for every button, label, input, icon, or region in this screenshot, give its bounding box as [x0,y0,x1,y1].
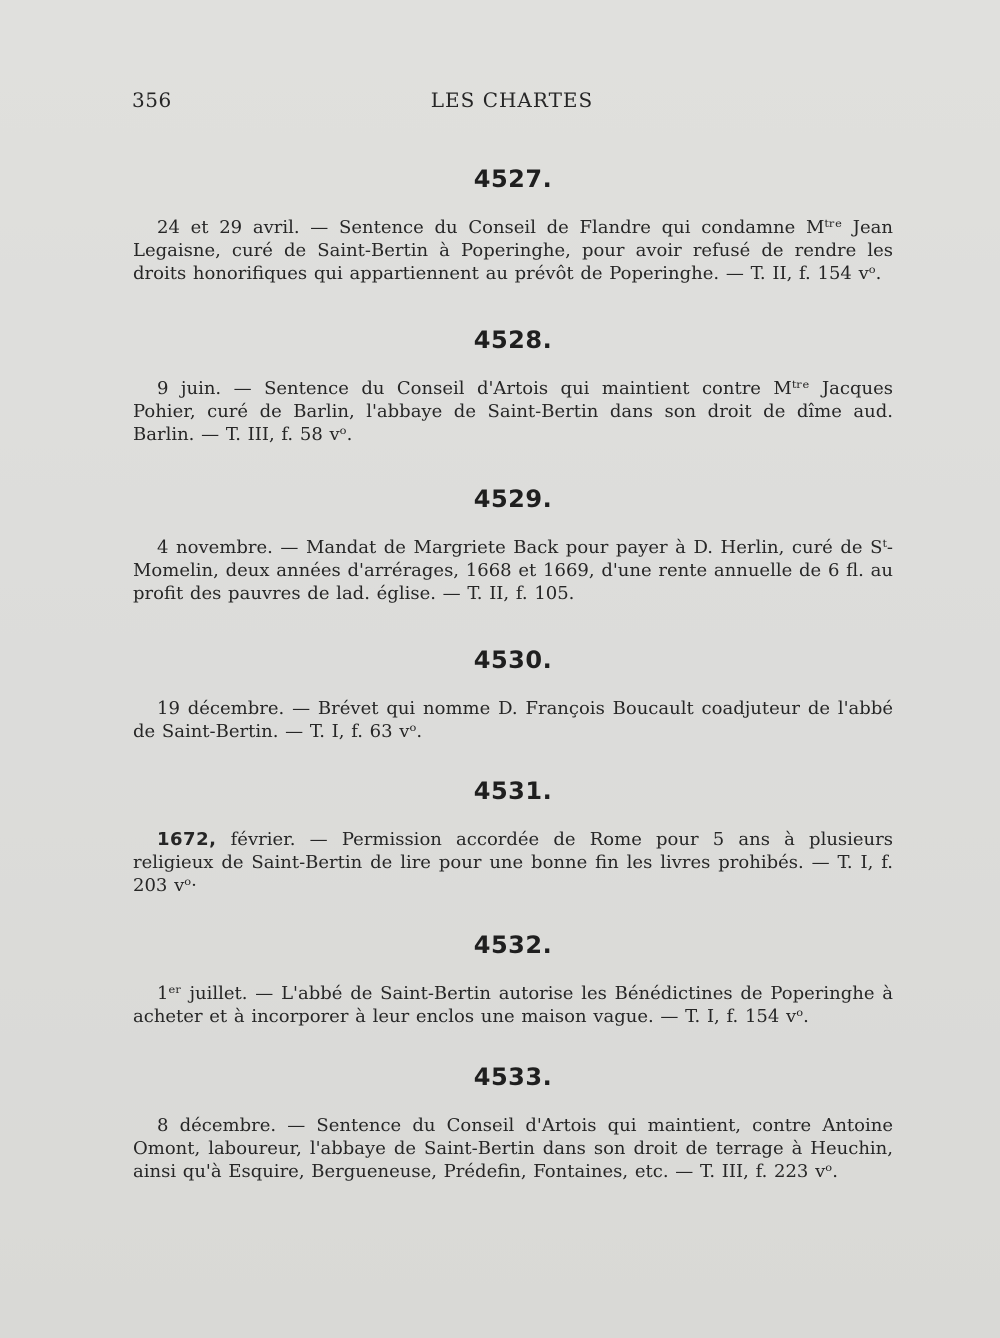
entry-year: 1672, [157,829,217,850]
entry-text: 19 décembre. — Brévet qui nomme D. François Boucault coadjuteur de l'abbé de Saint-Bertin. — T. I, f. 63 vᵒ. [133,698,893,742]
entry-text: 8 décembre. — Sentence du Conseil d'Artois qui maintient, contre Antoine Omont, laboureur, l'abbaye de Saint-Bertin dans son droit de terrage à Heuchin, ainsi qu'à Esquire, Bergueneuse, Prédefin, Fontaines, etc. — T. III, f. 223 vᵒ. [133,1115,893,1182]
charter-entry-4530 [133,645,893,743]
entry-body: février. — Permission accordée de Rome pour 5 ans à plusieurs religieux de Saint-Bertin de lire pour une bonne fin les livres prohibés. — T. I, f. 203 vᵒ· [133,829,893,896]
entry-text: 24 et 29 avril. — Sentence du Conseil de Flandre qui condamne Mᵗʳᵉ Jean Legaisne, curé de Saint-Bertin à Poperinghe, pour avoir refusé de rendre les droits honorifiques qui appartiennent au prévôt de Poperinghe. — T. II, f. 154 vᵒ. [133,217,893,284]
entry-number: 4531. [473,777,553,805]
entry-text [133,828,893,897]
entry-number: 4530. [473,646,553,674]
charter-entry-4531 [133,776,893,897]
entry-text: 1ᵉʳ juillet. — L'abbé de Saint-Bertin autorise les Bénédictines de Poperinghe à acheter et à incorporer à leur enclos une maison vague. — T. I, f. 154 vᵒ. [133,983,893,1027]
charter-entry-4527 [133,164,893,285]
entry-number: 4527. [473,165,553,193]
entry-number: 4533. [473,1063,553,1091]
charter-entry-4533 [133,1062,893,1183]
charter-entry-4529 [133,484,893,605]
entry-number: 4529. [473,485,553,513]
running-header [132,88,892,118]
entry-text: 9 juin. — Sentence du Conseil d'Artois qui maintient contre Mᵗʳᵉ Jacques Pohier, curé de Barlin, l'abbaye de Saint-Bertin dans son droit de dîme aud. Barlin. — T. III, f. 58 vᵒ. [133,378,893,445]
entry-number: 4532. [473,931,553,959]
entry-text: 4 novembre. — Mandat de Margriete Back pour payer à D. Herlin, curé de Sᵗ-Momelin, deux années d'arrérages, 1668 et 1669, d'une rente annuelle de 6 fl. au profit des pauvres de lad. église. — T. II, f. 105. [133,537,893,604]
entry-number: 4528. [473,326,553,354]
charter-entry-4532 [133,930,893,1028]
running-title: LES CHARTES [430,88,594,112]
page-number: 356 [132,88,172,112]
charter-entry-4528 [133,325,893,446]
